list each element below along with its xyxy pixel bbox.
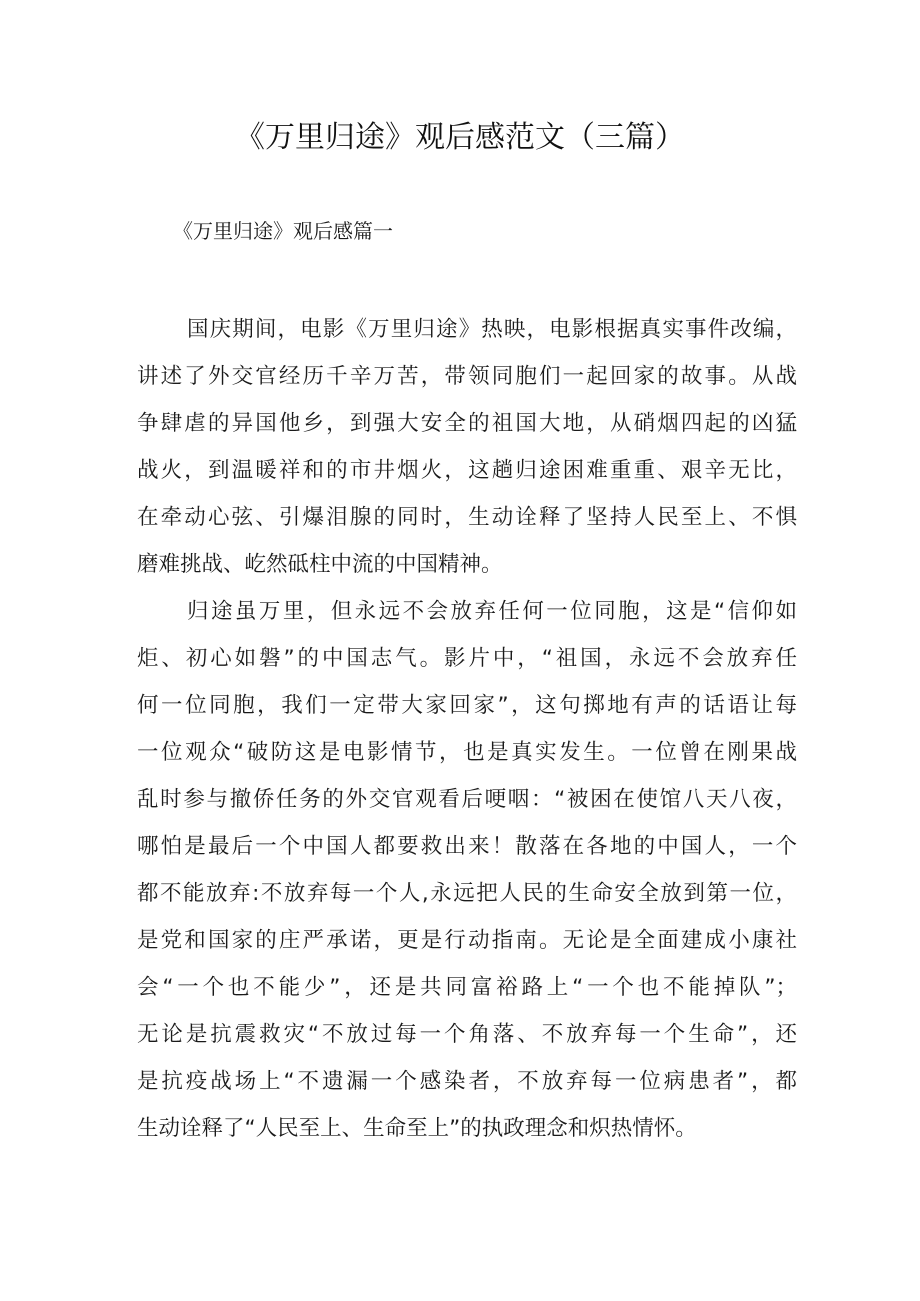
paragraph-2 [137, 588, 797, 1152]
paragraph-line: 一位观众“破防这是电影情节，也是真实发生。一位曾在刚果战 [137, 740, 797, 765]
document-title: 《万里归途》观后感范文（三篇） [235, 120, 685, 155]
paragraph-line: 战火，到温暖祥和的市井烟火，这趟归途困难重重、艰辛无比， [137, 458, 797, 483]
paragraph-line: 生动诠释了“人民至上、生命至上”的执政理念和炽热情怀。 [137, 1116, 697, 1141]
paragraph-line: 乱时参与撤侨任务的外交官观看后哽咽：“被困在使馆八天八夜， [137, 787, 797, 812]
paragraph-line: 炬、初心如磐”的中国志气。影片中，“祖国，永远不会放弃任 [137, 646, 797, 671]
paragraph-line: 哪怕是最后一个中国人都要救出来！散落在各地的中国人，一个 [137, 834, 797, 859]
paragraph-line: 国庆期间，电影《万里归途》热映，电影根据真实事件改编， [187, 317, 797, 342]
paragraph-1 [137, 306, 797, 588]
paragraph-line: 讲述了外交官经历千辛万苦，带领同胞们一起回家的故事。从战 [137, 364, 797, 389]
paragraph-line: 都不能放弃:不放弃每一个人,永远把人民的生命安全放到第一位， [137, 881, 797, 906]
paragraph-line: 会“一个也不能少”，还是共同富裕路上“一个也不能掉队”； [137, 975, 797, 1000]
paragraph-line: 争肆虐的异国他乡，到强大安全的祖国大地，从硝烟四起的凶猛 [137, 411, 797, 436]
paragraph-line: 在牵动心弦、引爆泪腺的同时，生动诠释了坚持人民至上、不惧 [137, 505, 797, 530]
section-heading: 《万里归途》观后感篇一 [173, 219, 393, 243]
paragraph-line: 是党和国家的庄严承诺，更是行动指南。无论是全面建成小康社 [137, 928, 797, 953]
paragraph-line: 归途虽万里，但永远不会放弃任何一位同胞，这是“信仰如 [187, 599, 797, 624]
paragraph-line: 磨难挑战、屹然砥柱中流的中国精神。 [137, 552, 503, 577]
paragraph-line: 是抗疫战场上“不遗漏一个感染者，不放弃每一位病患者”，都 [137, 1069, 797, 1094]
paragraph-line: 无论是抗震救灾“不放过每一个角落、不放弃每一个生命”，还 [137, 1022, 797, 1047]
paragraph-line: 何一位同胞，我们一定带大家回家”，这句掷地有声的话语让每 [137, 693, 797, 718]
